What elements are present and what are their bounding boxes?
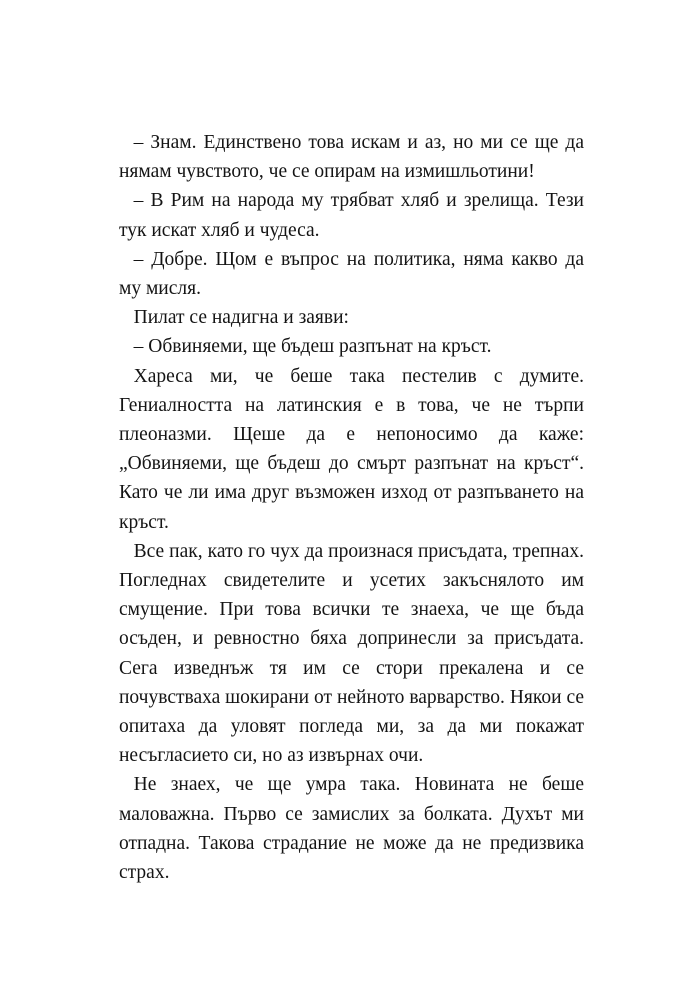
dialogue-paragraph: – Обвиняеми, ще бъдеш разпънат на кръст. — [133, 336, 492, 358]
narrative-paragraph: Хареса ми, че беше така пестелив с думите. Гениалността на латинския е в това, че не търпи плеоназми. Щеше да е непоносимо да каже: „Обвиняеми, ще бъдеш до смърт разпънат на кръст“. Като че ли има друг възможен изход от разпъването на кръст. — [119, 365, 584, 533]
narrative-paragraph: Не знаех, че ще умра така. Новината не беше маловажна. Първо се замислих за болката. Духът ми отпадна. Такова страдание не може да не предизвика страх. — [119, 774, 584, 884]
page-text — [119, 128, 584, 887]
narrative-paragraph: Пилат се надигна и заяви: — [133, 307, 349, 329]
dialogue-paragraph: – Добре. Щом е въпрос на политика, няма какво да му мисля. — [119, 248, 584, 300]
dialogue-paragraph: – Знам. Единствено това искам и аз, но ми се ще да нямам чувството, че се опирам на измишльотини! — [119, 132, 584, 183]
dialogue-paragraph: – В Рим на народа му трябват хляб и зрелища. Тези тук искат хляб и чудеса. — [119, 190, 584, 241]
narrative-paragraph: Все пак, като го чух да произнася присъдата, трепнах. Погледнах свидетелите и усетих закъснялото им смущение. При това всички те знаеха, че ще бъда осъден, и ревностно бяха допринесли за присъдата. Сега изведнъж тя им се стори прекалена и се почувстваха шокирани от нейното варварство. Някои се опитаха да уловят погледа ми, за да ми покажат несъгласието си, но аз извърнах очи. — [119, 540, 584, 767]
